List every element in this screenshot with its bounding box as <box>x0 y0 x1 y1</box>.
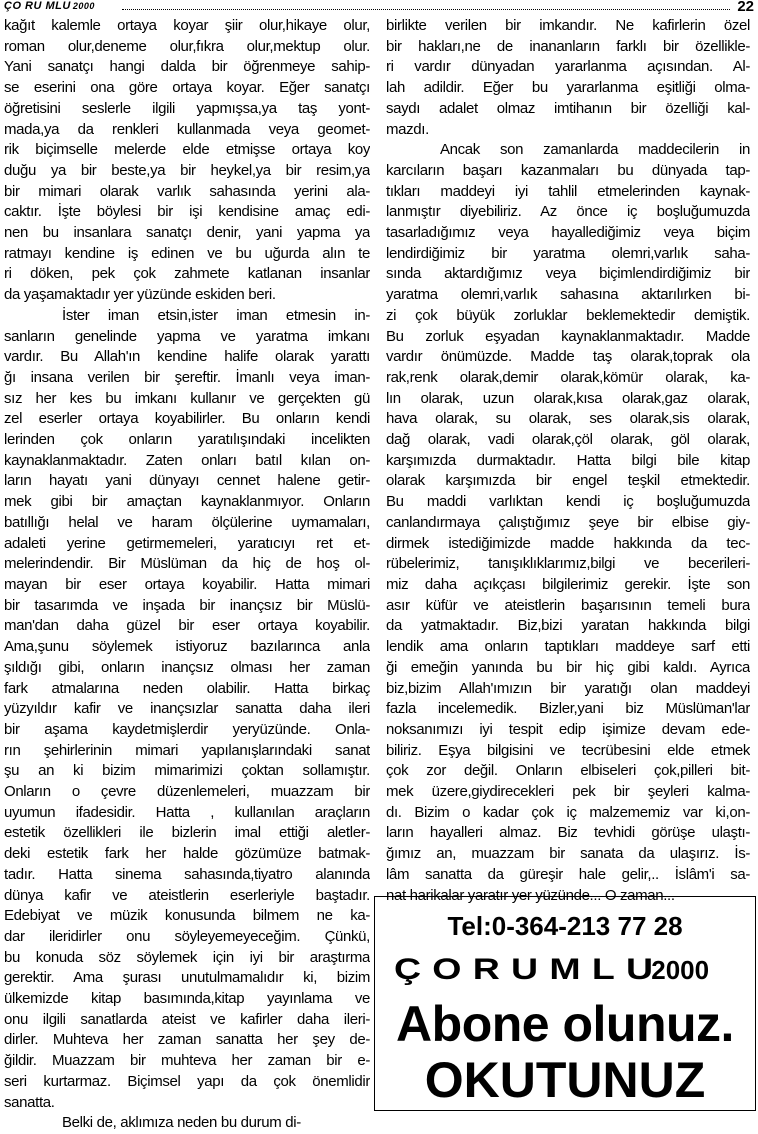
page-number: 22 <box>737 0 754 15</box>
text-line: olarak karşımızda bir engel teşkil etmektedir. <box>386 472 750 490</box>
text-line: ratmayı kendine iş edinen ve bu uğurda alın te <box>4 244 370 262</box>
text-line: kaynaklanmaktadır. Zaten onları batıl kılan on- <box>4 451 370 469</box>
text-line: roman olur,deneme olur,fıkra olur,mektup olur. <box>4 37 370 55</box>
text-line: şıldığı gibi, onların inançsız olması her zaman <box>4 658 370 676</box>
text-line: dirmek istediğimizde madde hakkında da tec- <box>386 534 750 552</box>
text-line: karşımızda durmaktadır. Hatta bilgi bile kitap <box>386 451 750 469</box>
header-brand <box>4 0 95 12</box>
text-line: rın şehirlerinin mimari yapılanışlarındaki sanat <box>4 741 370 759</box>
ad-magazine-title <box>375 953 755 987</box>
text-line: vardır önümüzde. Madde taş olarak,toprak ola <box>386 348 750 366</box>
text-line: Onların o çevre düzenlemeleri, muazzam bir <box>4 783 370 801</box>
text-line: ülkemizde kitap basımında,kitap yayınlama ve <box>4 990 370 1008</box>
text-line: dar ileridirler onu söyleyemeyeceğim. Çünkü, <box>4 927 370 945</box>
right-text-column <box>386 16 750 906</box>
ad-magazine-name: ÇORUMLU <box>393 953 665 986</box>
text-line: lın olarak, uzun olarak,kısa olarak,gaz olarak, <box>386 389 750 407</box>
text-line: bir tasarımda ve inşada bir inançsız bir Müslü- <box>4 596 370 614</box>
text-line: canlandırmaya çalıştığımız şeye bir elbise giy- <box>386 513 750 531</box>
text-line: ların hayalleri almaz. Biz tevhidi görüşe ulaştı- <box>386 824 750 842</box>
text-line: bir aşama kaydetmişlerdir yeryüzünde. Onla- <box>4 720 370 738</box>
text-line: mek gibi bir amaçtan kaynaklanmıyor. Onların <box>4 493 370 511</box>
text-line: Yani sanatçı hangi dalda bir öğrenmeye sahip- <box>4 58 370 76</box>
text-line: ğı insana verilen bir şereftir. İmanlı veya iman- <box>4 368 370 386</box>
text-line: lendik ama onların taptıkları maddeye sarf etti <box>386 638 750 656</box>
text-line: rik biçimselle melerde elde etmişse ortaya koy <box>4 141 370 159</box>
text-line: sanatta. <box>4 1093 55 1111</box>
text-line: zi çok büyük zorluklar beklemektedir demiştik. <box>386 306 750 324</box>
text-line: se eserini ona göre ortaya koyar. Eğer sanatçı <box>4 79 370 97</box>
text-line: deki estetik fark her halde gözümüze batmak- <box>4 845 370 863</box>
text-line: sında aktardığımız veya biçimlendirdiğimiz bir <box>386 265 750 283</box>
text-line: hava olarak, su olarak, ses olarak,sis olarak, <box>386 410 750 428</box>
text-line: kağıt kalemle ortaya koyar şiir olur,hikaye olur, <box>4 17 370 34</box>
text-line: adaleti yerine getirmemeleri, yaratıcıyı ret et- <box>4 534 370 552</box>
text-line: lah adildir. Eğer bu yararlanma eşitliği olma- <box>386 79 750 97</box>
text-line: yüzyıldır kafir ve inançsızlar sanatta daha ileri <box>4 700 370 718</box>
text-line: şu an ki bizim mimarimizi çoktan sollamıştır. <box>4 762 370 780</box>
text-line: öğretisini seslerle ilgili yapmışsa,ya taş yont- <box>4 99 370 117</box>
ad-phone: Tel:0-364-213 77 28 <box>447 911 683 941</box>
text-line: mazdı. <box>386 120 429 138</box>
text-line: Bu zorluk eşyadan kaynaklanmaktadır. Madde <box>386 327 750 345</box>
text-line: uyumun ifadesidir. Hatta , kullanılan araçların <box>4 803 370 821</box>
text-line: fark atmalarına neden olabilir. Hatta birkaç <box>4 679 370 697</box>
ad-read-text: OKUTUNUZ <box>424 1052 706 1108</box>
text-line: tıkları maddeyi iyi tahlil etmelerinden kaynak- <box>386 182 750 200</box>
text-line: mada,ya da renkleri kullanmada veya geomet- <box>4 120 370 138</box>
text-line: bir hakları,ne de inananların farklı bir özellikle- <box>386 37 750 55</box>
text-line: Ama,şunu söylemek istiyoruz bazılarınca anla <box>4 638 370 656</box>
text-line: dağ olarak, vadi olarak,çöl olarak, göl olarak, <box>386 431 750 449</box>
left-text-column <box>4 16 370 1134</box>
text-line: Belki de, aklımıza neden bu durum di- <box>62 1114 301 1132</box>
text-line: ğımız an, muazzam bir sanata da ulaşırız. İs- <box>386 845 750 863</box>
text-line: saydı adalet olmaz imtihanın bir özelliği kal- <box>386 99 750 117</box>
text-line: ri döken, pek çok zahmete katlanan insanlar <box>4 265 370 283</box>
text-line: caktır. İşte böylesi bir işi kendisine amaç edi- <box>4 203 370 221</box>
text-line: sanların genelinde yapma ve yaratma imkanı <box>4 327 370 345</box>
text-line: biz,bizim Allah'ımızın bir yaratığı olan maddeyi <box>386 679 750 697</box>
text-line: ği emeğin yanında bu bir hiç gibi kaldı. Ayrıca <box>386 658 750 676</box>
text-line: lanmıştır diyebiliriz. Az önce iç boşluğumuzda <box>386 203 750 221</box>
text-line: nen bu insanlara sanatçı denir, yani yapma ya <box>4 224 370 242</box>
text-line: batıllığı helal ve haram ölçülerine uymamaları, <box>4 513 370 531</box>
text-line: dirler. Muhteva her zaman sanatta her şey de- <box>4 1031 370 1049</box>
text-line: lendirdiğimiz bir yaratma olemri,varlık saha- <box>386 244 750 262</box>
text-line: bir mimari olarak varlık sahasında yerini ala- <box>4 182 370 200</box>
text-line: man'dan daha güzel bir eser ortaya koyabilir. <box>4 617 370 635</box>
text-line: mek üzere,giydirecekleri pek bir şeyleri kalma- <box>386 783 750 801</box>
text-line: lâm sanatta da güreşir hale gelir,.. İslâm'i sa- <box>386 865 750 883</box>
text-line: vardır. Bu Allah'ın kendine halife olarak yarattı <box>4 348 370 366</box>
page-header <box>4 0 754 16</box>
text-line: ğildir. Muazzam bir muhteva her zaman bir e- <box>4 1052 370 1070</box>
ad-subscribe-text: Abone olunuz. <box>396 996 734 1052</box>
text-line: miz daha açıkçası bilgilerimiz gerekir. İşte son <box>386 575 750 593</box>
text-line: gerektir. Ama şurası unutulmamalıdır ki, bizim <box>4 969 370 987</box>
text-line: da yatmaktadır. Biz,bizi yaratan hakkında bilgi <box>386 617 750 635</box>
text-line: estetik özellikleri ile bizlerin imal ettiği aletler- <box>4 824 370 842</box>
text-line: seri kurtarmaz. Biçimsel yapı da çok önemlidir <box>4 1072 370 1090</box>
text-line: nat harikalar yaratır yer yüzünde... O zaman... <box>386 886 675 904</box>
text-line: rak,renk olarak,demir olarak,kömür olarak, ka- <box>386 368 750 386</box>
text-line: tadır. Hatta sinema sahasında,tiyatro alanında <box>4 865 370 883</box>
text-line: melerindendir. Bir Müslüman da hiç de hoş ol- <box>4 555 370 573</box>
ad-magazine-year: 2000 <box>651 955 710 985</box>
text-line: İster iman etsin,ister iman etmesin in- <box>62 306 370 324</box>
text-line: duğu ya bir beste,ya bir heykel,ya bir resim,ya <box>4 161 370 179</box>
text-line: dünya kafir ve ateistlerin eserleriyle baştadır. <box>4 886 370 904</box>
text-line: Edebiyat ve müzik konusunda bilmem ne ka- <box>4 907 370 925</box>
text-line: bu konuda söz söylemek için iyi bir araştırma <box>4 948 370 966</box>
text-line: ların hayatı yani dünyayı cennet halene getir- <box>4 472 370 490</box>
text-line: fazla incelemedik. Bizler,yani biz Müslüman'lar <box>386 700 750 718</box>
text-line: tasarladığımız veya hayallediğimiz veya biçim <box>386 224 750 242</box>
header-brand-year: 2000 <box>72 1 95 11</box>
text-line: onu ilgili sanatlarda ateist ve kafirler daha ileri- <box>4 1010 370 1028</box>
text-line: rübelerimiz, tanışıklıklarımız,bilgi ve becerileri- <box>386 555 750 573</box>
text-line: çok zor değil. Onların elbiseleri çok,pilleri bit- <box>386 762 750 780</box>
text-line: dı. Bizim o kadar çok iç malzememiz var ki,on- <box>386 803 750 821</box>
text-line: birlikte verilen bir imkandır. Ne kafirlerin özel <box>386 17 750 34</box>
text-line: mayan bir eser ortaya koyabilir. Hatta mimari <box>4 575 370 593</box>
text-line: Bu maddi varlıktan kendi iç boşluğumuzda <box>386 493 750 511</box>
subscription-advertisement <box>374 896 756 1111</box>
text-line: noksanımızı iyi tespit edip işimize devam ede- <box>386 720 750 738</box>
text-line: yaratma olemri,varlık sahasına aktarılırken bi- <box>386 286 750 304</box>
text-line: biliriz. Eşya bilgisini ve tecrübesini elde etmek <box>386 741 750 759</box>
text-line: ri vardır dünyadan yararlanma açısından. Al- <box>386 58 750 76</box>
text-line: da yaşamaktadır yer yüzünde eskiden beri. <box>4 286 276 304</box>
text-line: karcıların başarı kazanmaları bu dünyada tap- <box>386 161 750 179</box>
text-line: asır küfür ve ateistlerin başarısının temeli bura <box>386 596 750 614</box>
header-brand-name: ÇO RU MLU <box>4 0 71 12</box>
text-line: zel eserler ortaya koyabilirler. Bu onların kendi <box>4 410 370 428</box>
header-dotted-rule <box>122 9 730 10</box>
text-line: lerinden çok onların yaratılışındaki incelikten <box>4 431 370 449</box>
text-line: sız her kes bu imkanı kullanır ve gerçekten gü <box>4 389 370 407</box>
text-line: Ancak son zamanlarda maddecilerin in <box>440 141 750 159</box>
